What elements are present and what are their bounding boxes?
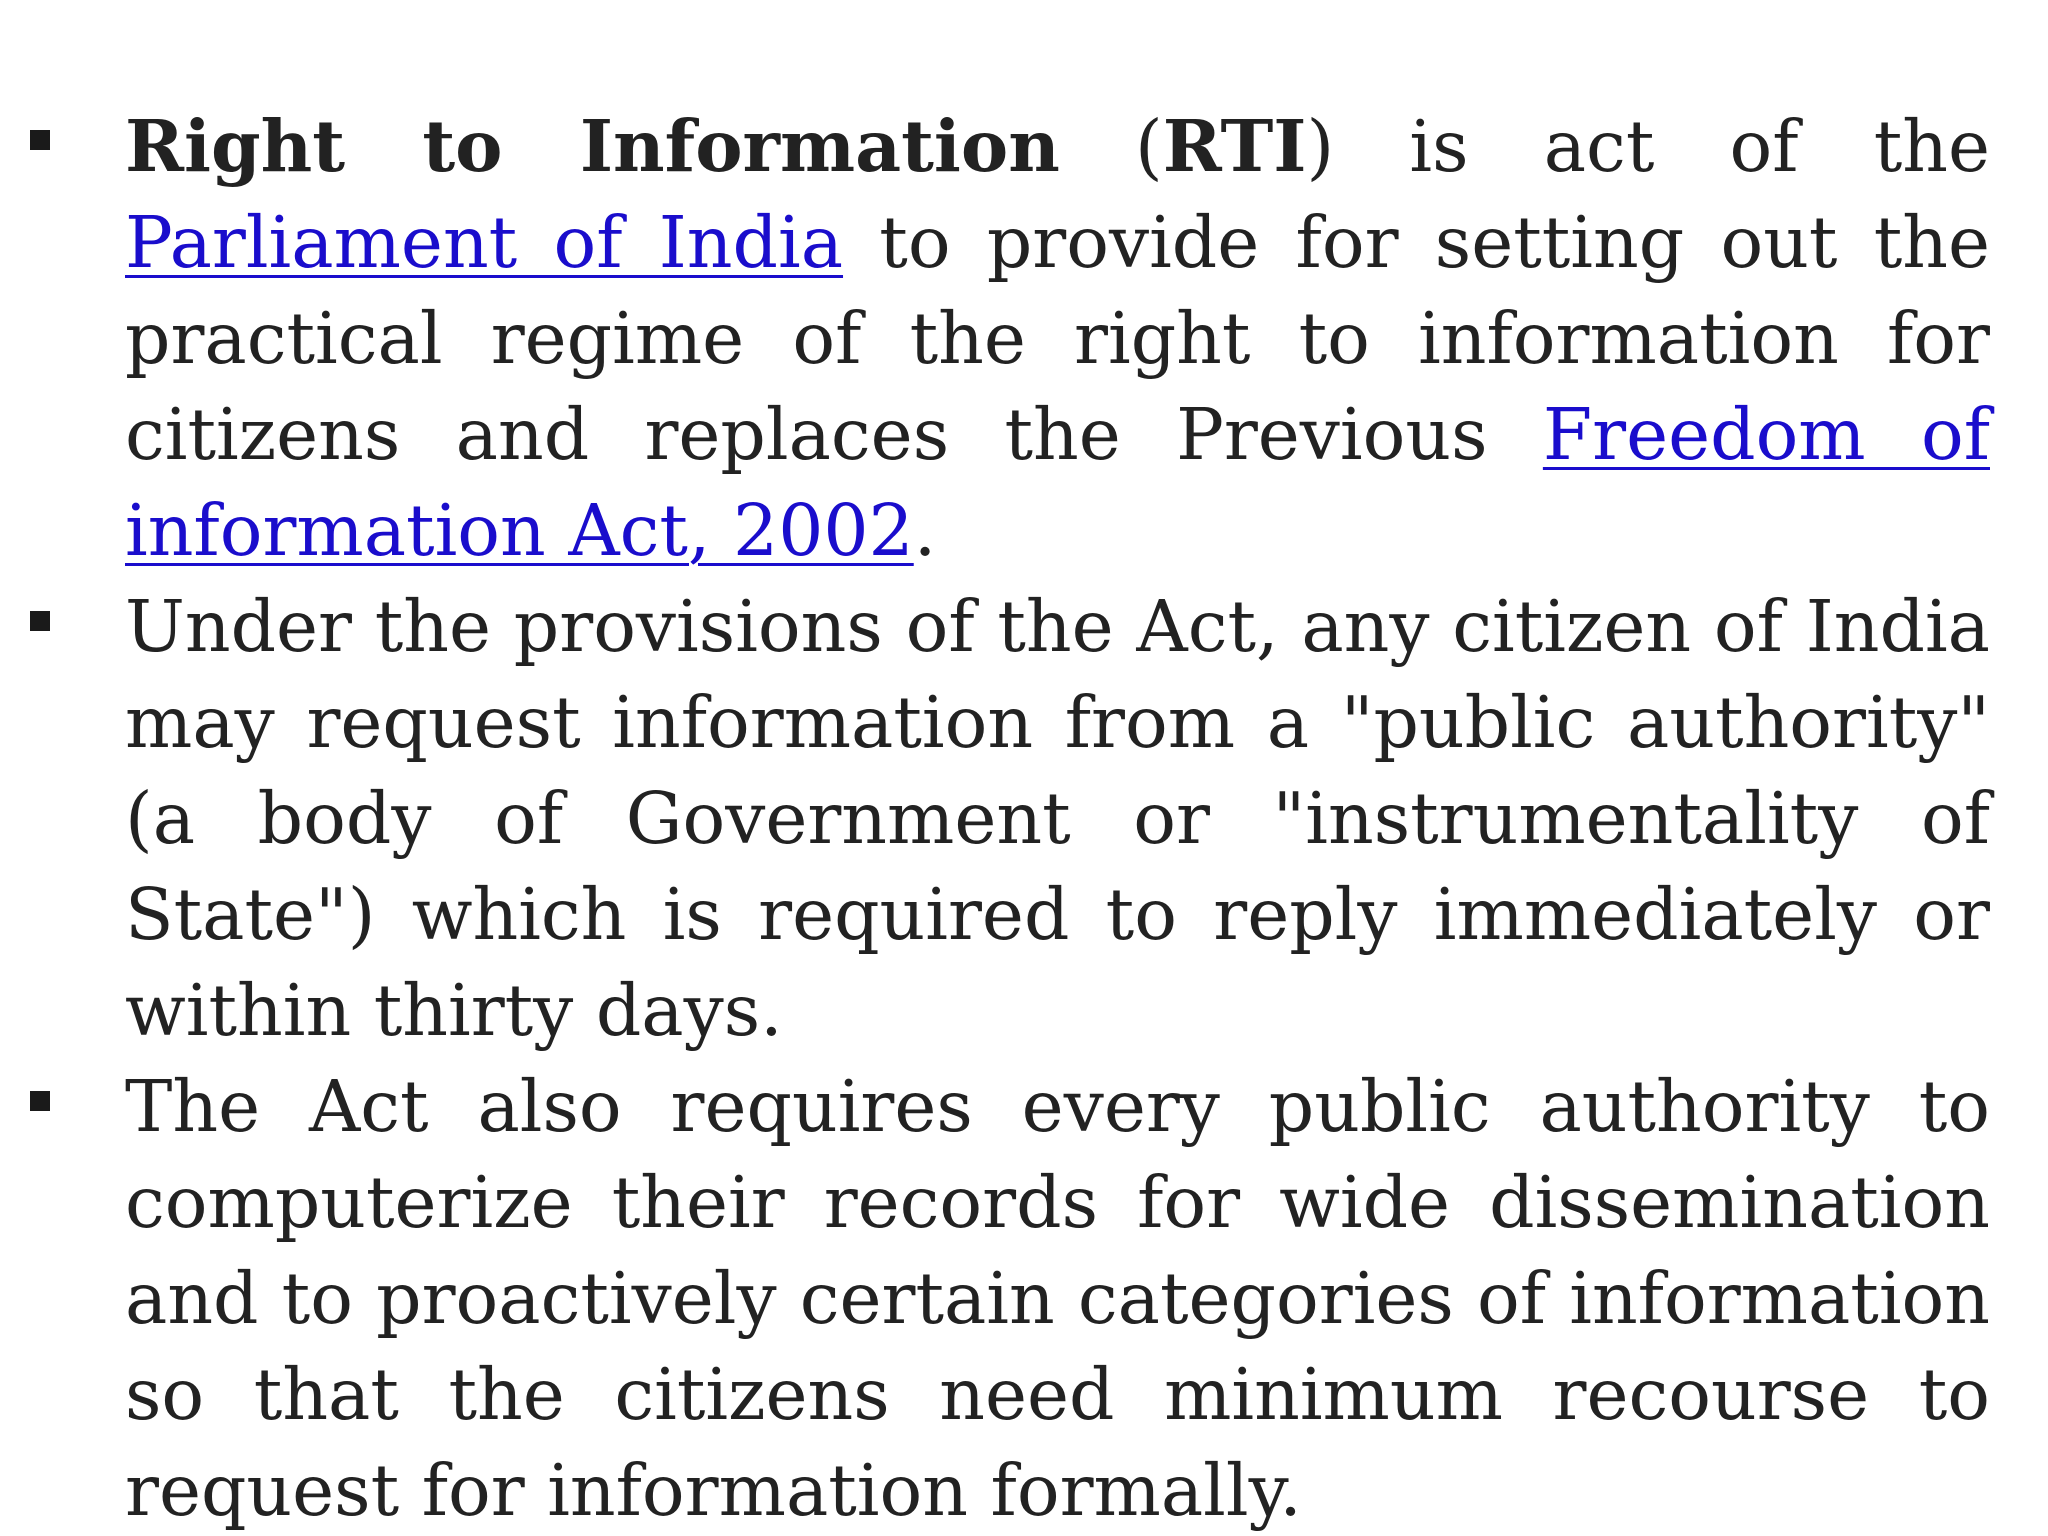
paren-open: ( bbox=[1059, 105, 1163, 188]
link-freedom-of-information-act[interactable]: Freedom of information Act, 2002 bbox=[125, 393, 1990, 572]
abbr-rti: RTI bbox=[1162, 104, 1307, 188]
bullet-text: Under the provisions of the Act, any citizen of India may request information from a "public authority" (a body of Government or "instrumentality of State") which is required to reply immediately or within thirty days. bbox=[125, 585, 1990, 1052]
bullet-text bbox=[125, 98, 1990, 579]
bullet-list bbox=[0, 98, 2048, 1536]
bullet-item-request-information bbox=[0, 579, 2048, 1059]
square-bullet-icon bbox=[30, 1091, 50, 1111]
square-bullet-icon bbox=[30, 611, 50, 631]
link-parliament-of-india[interactable]: Parliament of India bbox=[125, 201, 844, 284]
text-middle: to provide for setting out the practical regime of the right to information for citizens and replaces the Previous bbox=[125, 201, 1990, 476]
square-bullet-icon bbox=[30, 130, 50, 150]
text-end: . bbox=[913, 489, 937, 572]
bullet-item-computerize-records bbox=[0, 1059, 2048, 1536]
bullet-text: The Act also requires every public authority to computerize their records for wide dissemination and to proactively certain categories of information so that the citizens need minimum recourse to request for information formally. bbox=[125, 1065, 1990, 1532]
term-right-to-information: Right to Information bbox=[125, 104, 1060, 188]
text-before-link: is act of the bbox=[1409, 105, 1990, 188]
bullet-item-rti-definition bbox=[0, 98, 2048, 579]
paren-close: ) bbox=[1306, 105, 1410, 188]
